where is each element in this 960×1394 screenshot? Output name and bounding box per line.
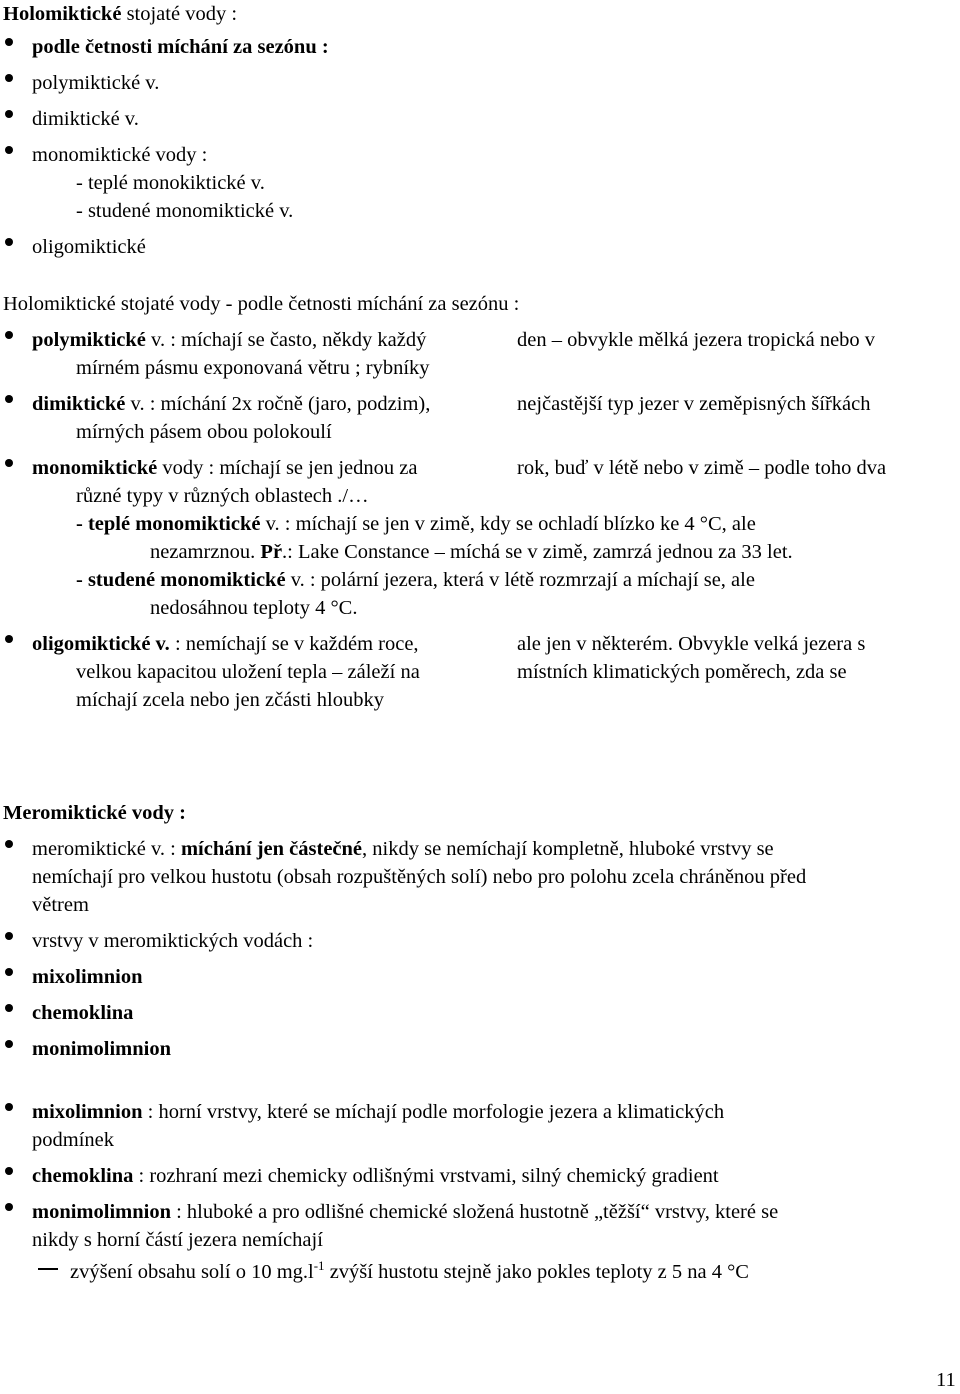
list-item-line: větrem [32, 894, 89, 916]
section3-title: Meromiktické vody : [3, 802, 186, 824]
bullet-icon [4, 968, 14, 978]
list-item: polymiktické v. [32, 72, 160, 94]
list-subitem: - studené monomiktické v. : polární jezera, která v létě rozmrzají a míchají se, ale [76, 569, 755, 591]
list-item: dimiktické v. : míchání 2x ročně (jaro, podzim), [32, 393, 431, 415]
list-item: monomiktické vody : [32, 144, 208, 166]
list-subitem: - studené monomiktické v. [76, 200, 294, 222]
list-item: oligomiktické [32, 236, 146, 258]
list-item-line: nikdy s horní částí jezera nemíchají [32, 1229, 323, 1251]
bullet-icon [4, 395, 14, 405]
list-item: dimiktické v. [32, 108, 139, 130]
section1-title: Holomiktické stojaté vody : [3, 3, 238, 25]
list-item: monimolimnion : hluboké a pro odlišné chemické složená hustotně „těžší“ vrstvy, které se [32, 1201, 779, 1223]
bullet-icon [4, 238, 14, 248]
list-item-right: nejčastější typ jezer v zeměpisných šířkách [517, 393, 871, 415]
list-item: meromiktické v. : míchání jen částečné, nikdy se nemíchají kompletně, hluboké vrstvy se [32, 838, 774, 860]
list-item-line: míchají zcela nebo jen zčásti hloubky [76, 689, 384, 711]
bullet-icon [4, 840, 14, 850]
bullet-icon [4, 331, 14, 341]
list-item: polymiktické v. : míchají se často, někdy každý [32, 329, 427, 351]
list-item-right: ale jen v některém. Obvykle velká jezera s [517, 633, 866, 655]
bullet-icon [4, 38, 14, 48]
bullet-icon [4, 459, 14, 469]
list-item: chemoklina : rozhraní mezi chemicky odlišnými vrstvami, silný chemický gradient [32, 1165, 719, 1187]
section2-title: Holomiktické stojaté vody - podle četnosti míchání za sezónu : [3, 293, 520, 315]
list-item-right: místních klimatických poměrech, zda se [517, 661, 847, 683]
list-subitem-line: nedosáhnou teploty 4 °C. [150, 597, 358, 619]
list-item: chemoklina [32, 1002, 134, 1024]
bullet-icon [4, 1040, 14, 1050]
list-item-line: mírném pásmu exponovaná větru ; rybníky [76, 357, 430, 379]
list-item-line: mírných pásem obou polokoulí [76, 421, 332, 443]
bullet-icon [4, 74, 14, 84]
list-item-line: nemíchají pro velkou hustotu (obsah rozpuštěných solí) nebo pro polohu zcela chráněnou před [32, 866, 807, 888]
bullet-icon [4, 1203, 14, 1213]
page-number: 11 [936, 1369, 956, 1391]
list-subitem: - teplé monomiktické v. : míchají se jen v zimě, kdy se ochladí blízko ke 4 °C, ale [76, 513, 756, 535]
bullet-icon [4, 932, 14, 942]
list-item: podle četnosti míchání za sezónu : [32, 36, 329, 58]
list-item: mixolimnion [32, 966, 143, 988]
dash-icon [38, 1268, 58, 1270]
list-subitem: - teplé monokiktické v. [76, 172, 265, 194]
bullet-icon [4, 146, 14, 156]
list-subitem-line: nezamrznou. Př.: Lake Constance – míchá se v zimě, zamrzá jednou za 33 let. [150, 541, 793, 563]
bullet-icon [4, 110, 14, 120]
list-item: monimolimnion [32, 1038, 171, 1060]
bullet-icon [4, 1004, 14, 1014]
list-item-right: rok, buď v létě nebo v zimě – podle toho dva [517, 457, 887, 479]
list-item: mixolimnion : horní vrstvy, které se míchají podle morfologie jezera a klimatických [32, 1101, 725, 1123]
bullet-icon [4, 635, 14, 645]
list-item-line: velkou kapacitou uložení tepla – záleží na [76, 661, 420, 683]
bullet-icon [4, 1167, 14, 1177]
bullet-icon [4, 1103, 14, 1113]
list-item: vrstvy v meromiktických vodách : [32, 930, 314, 952]
list-item: oligomiktické v. : nemíchají se v každém roce, [32, 633, 419, 655]
list-item-line: různé typy v různých oblastech ./… [76, 485, 369, 507]
list-item-line: podmínek [32, 1129, 114, 1151]
list-subitem: zvýšení obsahu solí o 10 $mg.l^{-1}$ zvýší hustotu stejně jako pokles teploty z 5 na 4 °C [70, 1258, 749, 1283]
list-item-right: den – obvykle mělká jezera tropická nebo v [517, 329, 876, 351]
list-item: monomiktické vody : míchají se jen jednou za [32, 457, 418, 479]
